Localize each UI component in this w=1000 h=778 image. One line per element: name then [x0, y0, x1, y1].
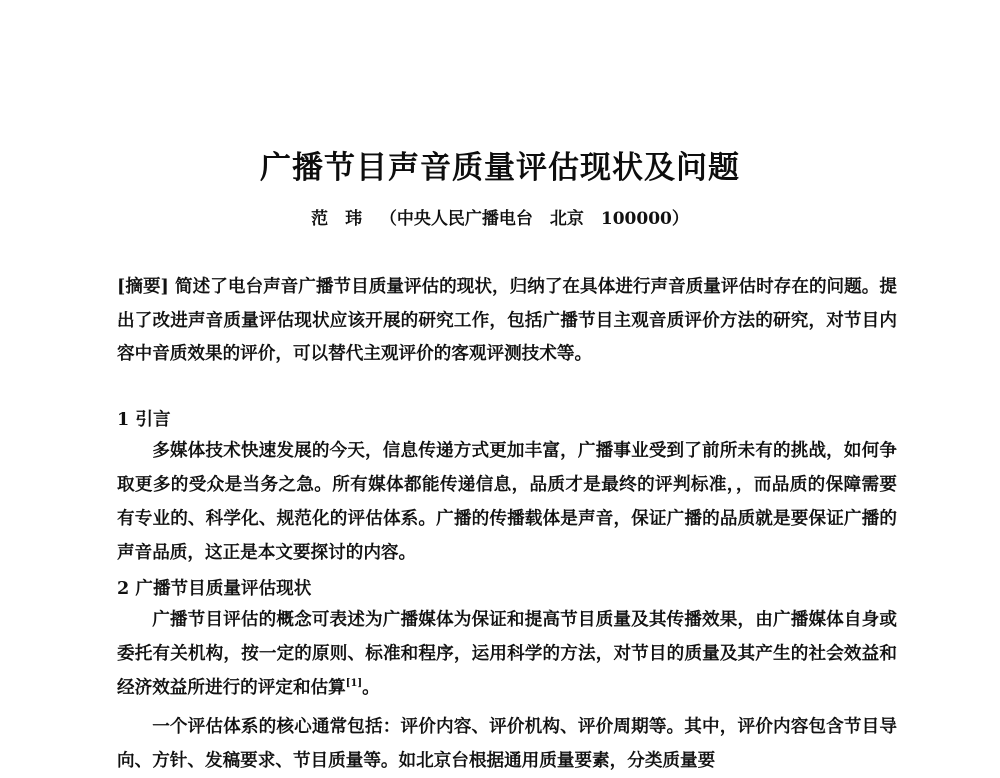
section-heading-intro: 1 引言 [117, 409, 171, 430]
status-paragraph-2: 一个评估体系的核心通常包括：评价内容、评价机构、评价周期等。其中，评价内容包含节目导向、方针、发稿要求、节目质量等。如北京台根据通用质量要素，分类质量要 [117, 716, 897, 771]
author-name: 范 玮 [311, 209, 363, 229]
status-paragraph-1-text: 广播节目评估的概念可表述为广播媒体为保证和提高节目质量及其传播效果，由广播媒体自身或委托有关机构，按一定的原则、标准和程序，运用科学的方法，对节目的质量及其产生的社会效益和经济效益所进行的评定和估算 [117, 609, 897, 698]
intro-paragraph: 多媒体技术快速发展的今天，信息传递方式更加丰富，广播事业受到了前所未有的挑战，如何争取更多的受众是当务之急。所有媒体都能传递信息，品质才是最终的评判标准，，而品质的保障需要有专业的、科学化、规范化的评估体系。广播的传播载体是声音，保证广播的品质就是要保证广播的声音品质，这正是本文要探讨的内容。 [117, 440, 897, 563]
abstract-text: 简述了电台声音广播节目质量评估的现状，归纳了在具体进行声音质量评估时存在的问题。提出了改进声音质量评估现状应该开展的研究工作，包括广播节目主观音质评价方法的研究，对节目内容中音质效果的评价，可以替代主观评价的客观评测技术等。 [117, 276, 897, 364]
sentence-end: 。 [362, 677, 380, 698]
paper-title: 广播节目声音质量评估现状及问题 [260, 150, 740, 186]
abstract-label: [摘要] [117, 276, 169, 297]
author-affiliation: （中央人民广播电台 北京 100000） [379, 209, 689, 229]
citation-ref: [1] [345, 678, 363, 690]
status-paragraph-1 [117, 603, 897, 705]
page-bottom-clip [117, 710, 897, 771]
abstract [117, 270, 897, 371]
section-heading-status: 2 广播节目质量评估现状 [117, 578, 312, 599]
author-line [0, 204, 1000, 229]
